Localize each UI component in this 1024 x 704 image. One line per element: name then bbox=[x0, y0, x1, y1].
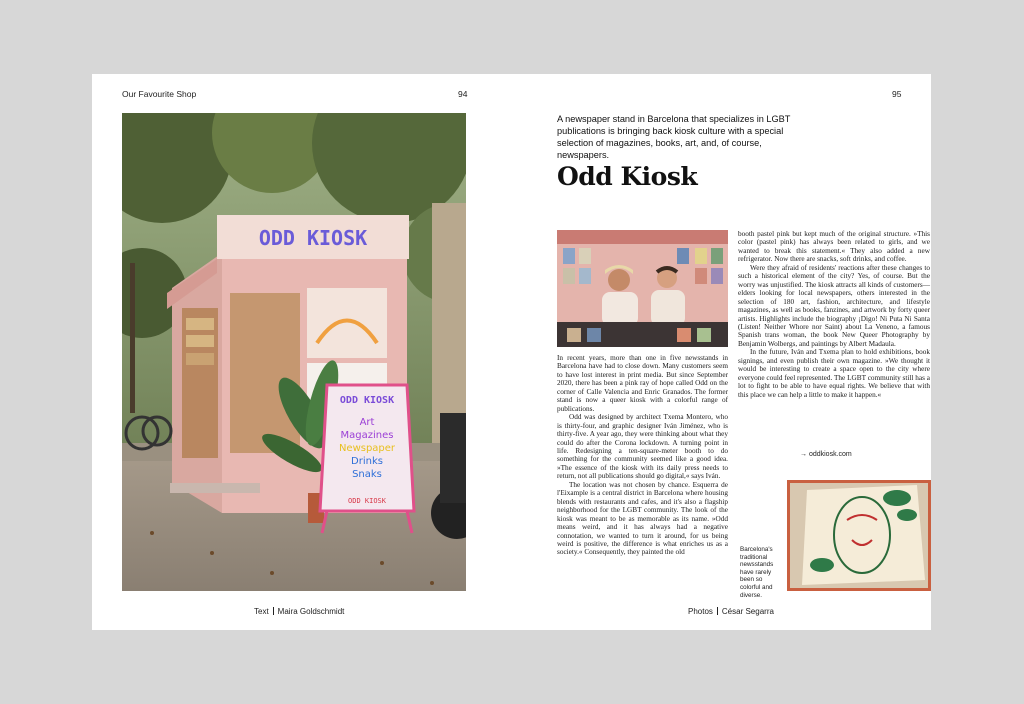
page-number-right: 95 bbox=[892, 89, 902, 99]
kiosk-photo bbox=[122, 113, 466, 591]
column-2-paragraph: In the future, Iván and Txema plan to hold exhibitions, book signings, and even publish their own magazine. »We thought it would be interesting to create a space open to the city where everyone could feel represented. The LGBT community still has a lot to fight to be able to have equal rights. We believe that with this place we can help a little to make it happen.« bbox=[738, 348, 930, 399]
text-credit-label: Text bbox=[254, 607, 269, 616]
owners-illustration bbox=[557, 230, 728, 347]
text-credit-author: Maira Goldschmidt bbox=[277, 607, 345, 616]
article-title: Odd Kiosk bbox=[557, 162, 698, 191]
board-item-art: Art bbox=[359, 417, 375, 428]
board-item-drinks: Drinks bbox=[351, 456, 383, 467]
kiosk-illustration bbox=[122, 113, 466, 591]
board-title: ODD KIOSK bbox=[339, 395, 395, 406]
kiosk-sign-text: ODD KIOSK bbox=[258, 226, 368, 250]
column-2-paragraph: booth pastel pink but kept much of the original structure. »This color (pastel pink) has always been related to girls, and we wanted to break this statement.« They also added a new refrigerator. Now there are snacks, soft drinks, and coffee. bbox=[738, 230, 930, 264]
column-2-paragraph: Were they afraid of residents' reactions after these changes to such a historical element of the city? Yes, of course. But the worry was unjustified. The kiosk attracts all kinds of customers—elders looking for local newspapers, others interested in the selection of 180 art, fashion, architecture, and lifestyle magazines, as well as books, fanzines, and artwork by forty queer artists. Highlights include the biography ¡Digo! Ni Puta Ni Santa (Listen! Neither Whore nor Saint) about La Veneno, a famous Spanish trans woman, the book New Queer Photography by Benjamin Wolbergs, and paintings by Albert Madaula. bbox=[738, 263, 930, 348]
photo-credit-label: Photos bbox=[688, 607, 713, 616]
column-1-paragraph: In recent years, more than one in five newsstands in Barcelona have had to close down. Many customers seem to have lost interest in print media. But since September 2020, there has been a pink ray of hope called Odd on the corner of Calle Valencia and Enric Granados. The former stand is now a queer kiosk with a colorful range of publications. bbox=[557, 354, 728, 413]
article-intro: A newspaper stand in Barcelona that specializes in LGBT publications is bringing back kiosk culture with a special selection of magazines, books, art, and, of course, newspapers. bbox=[557, 114, 791, 160]
board-item-magazines: Magazines bbox=[340, 430, 394, 441]
board-footer: ODD KIOSK bbox=[348, 497, 386, 505]
artwork-photo bbox=[787, 480, 931, 591]
column-1-paragraph: The location was not chosen by chance. Esquerra de l'Eixample is a central district in Barcelona where housing blends with restaurants and cafes, and it's also a flagship neighborhood for the LGBT community. The look of the kiosk was meant to be as memorable as its name. »Odd means weird, and it has always had a negative connotation, we wanted to turn it around, for us being weird is positive, the difference is what enriches us as a society.« Consequently, they painted the old bbox=[557, 480, 728, 557]
photo-credit-author: César Segarra bbox=[721, 607, 774, 616]
board-item-newspaper: Newspaper bbox=[338, 443, 396, 454]
owners-photo bbox=[557, 230, 728, 347]
article-column-1 bbox=[557, 354, 728, 592]
artwork-illustration bbox=[787, 480, 931, 591]
board-item-snaks: Snaks bbox=[352, 469, 382, 480]
page-number-left: 94 bbox=[458, 89, 468, 99]
text-credit bbox=[254, 607, 344, 616]
column-1-paragraph: Odd was designed by architect Txema Montero, who is thirty-four, and graphic designer Iván Jiménez, who is thirty-five. A year ago, they were thinking about what they could do after the Corona lockdown. A turning point in life. Redesigning a ten-square-meter booth to do something for the community seemed like a good idea. »The essence of the kiosk with its daily press needs to return, not all publications should go digital,« says Iván. bbox=[557, 413, 728, 481]
section-title: Our Favourite Shop bbox=[122, 89, 197, 99]
website-link[interactable]: → oddkiosk.com bbox=[800, 451, 852, 458]
article-column-2 bbox=[738, 230, 930, 399]
photo-credit bbox=[688, 607, 774, 616]
photo-caption: Barcelona's traditional newsstands have rarely been so colorful and diverse. bbox=[740, 546, 774, 599]
magazine-spread bbox=[92, 74, 931, 630]
